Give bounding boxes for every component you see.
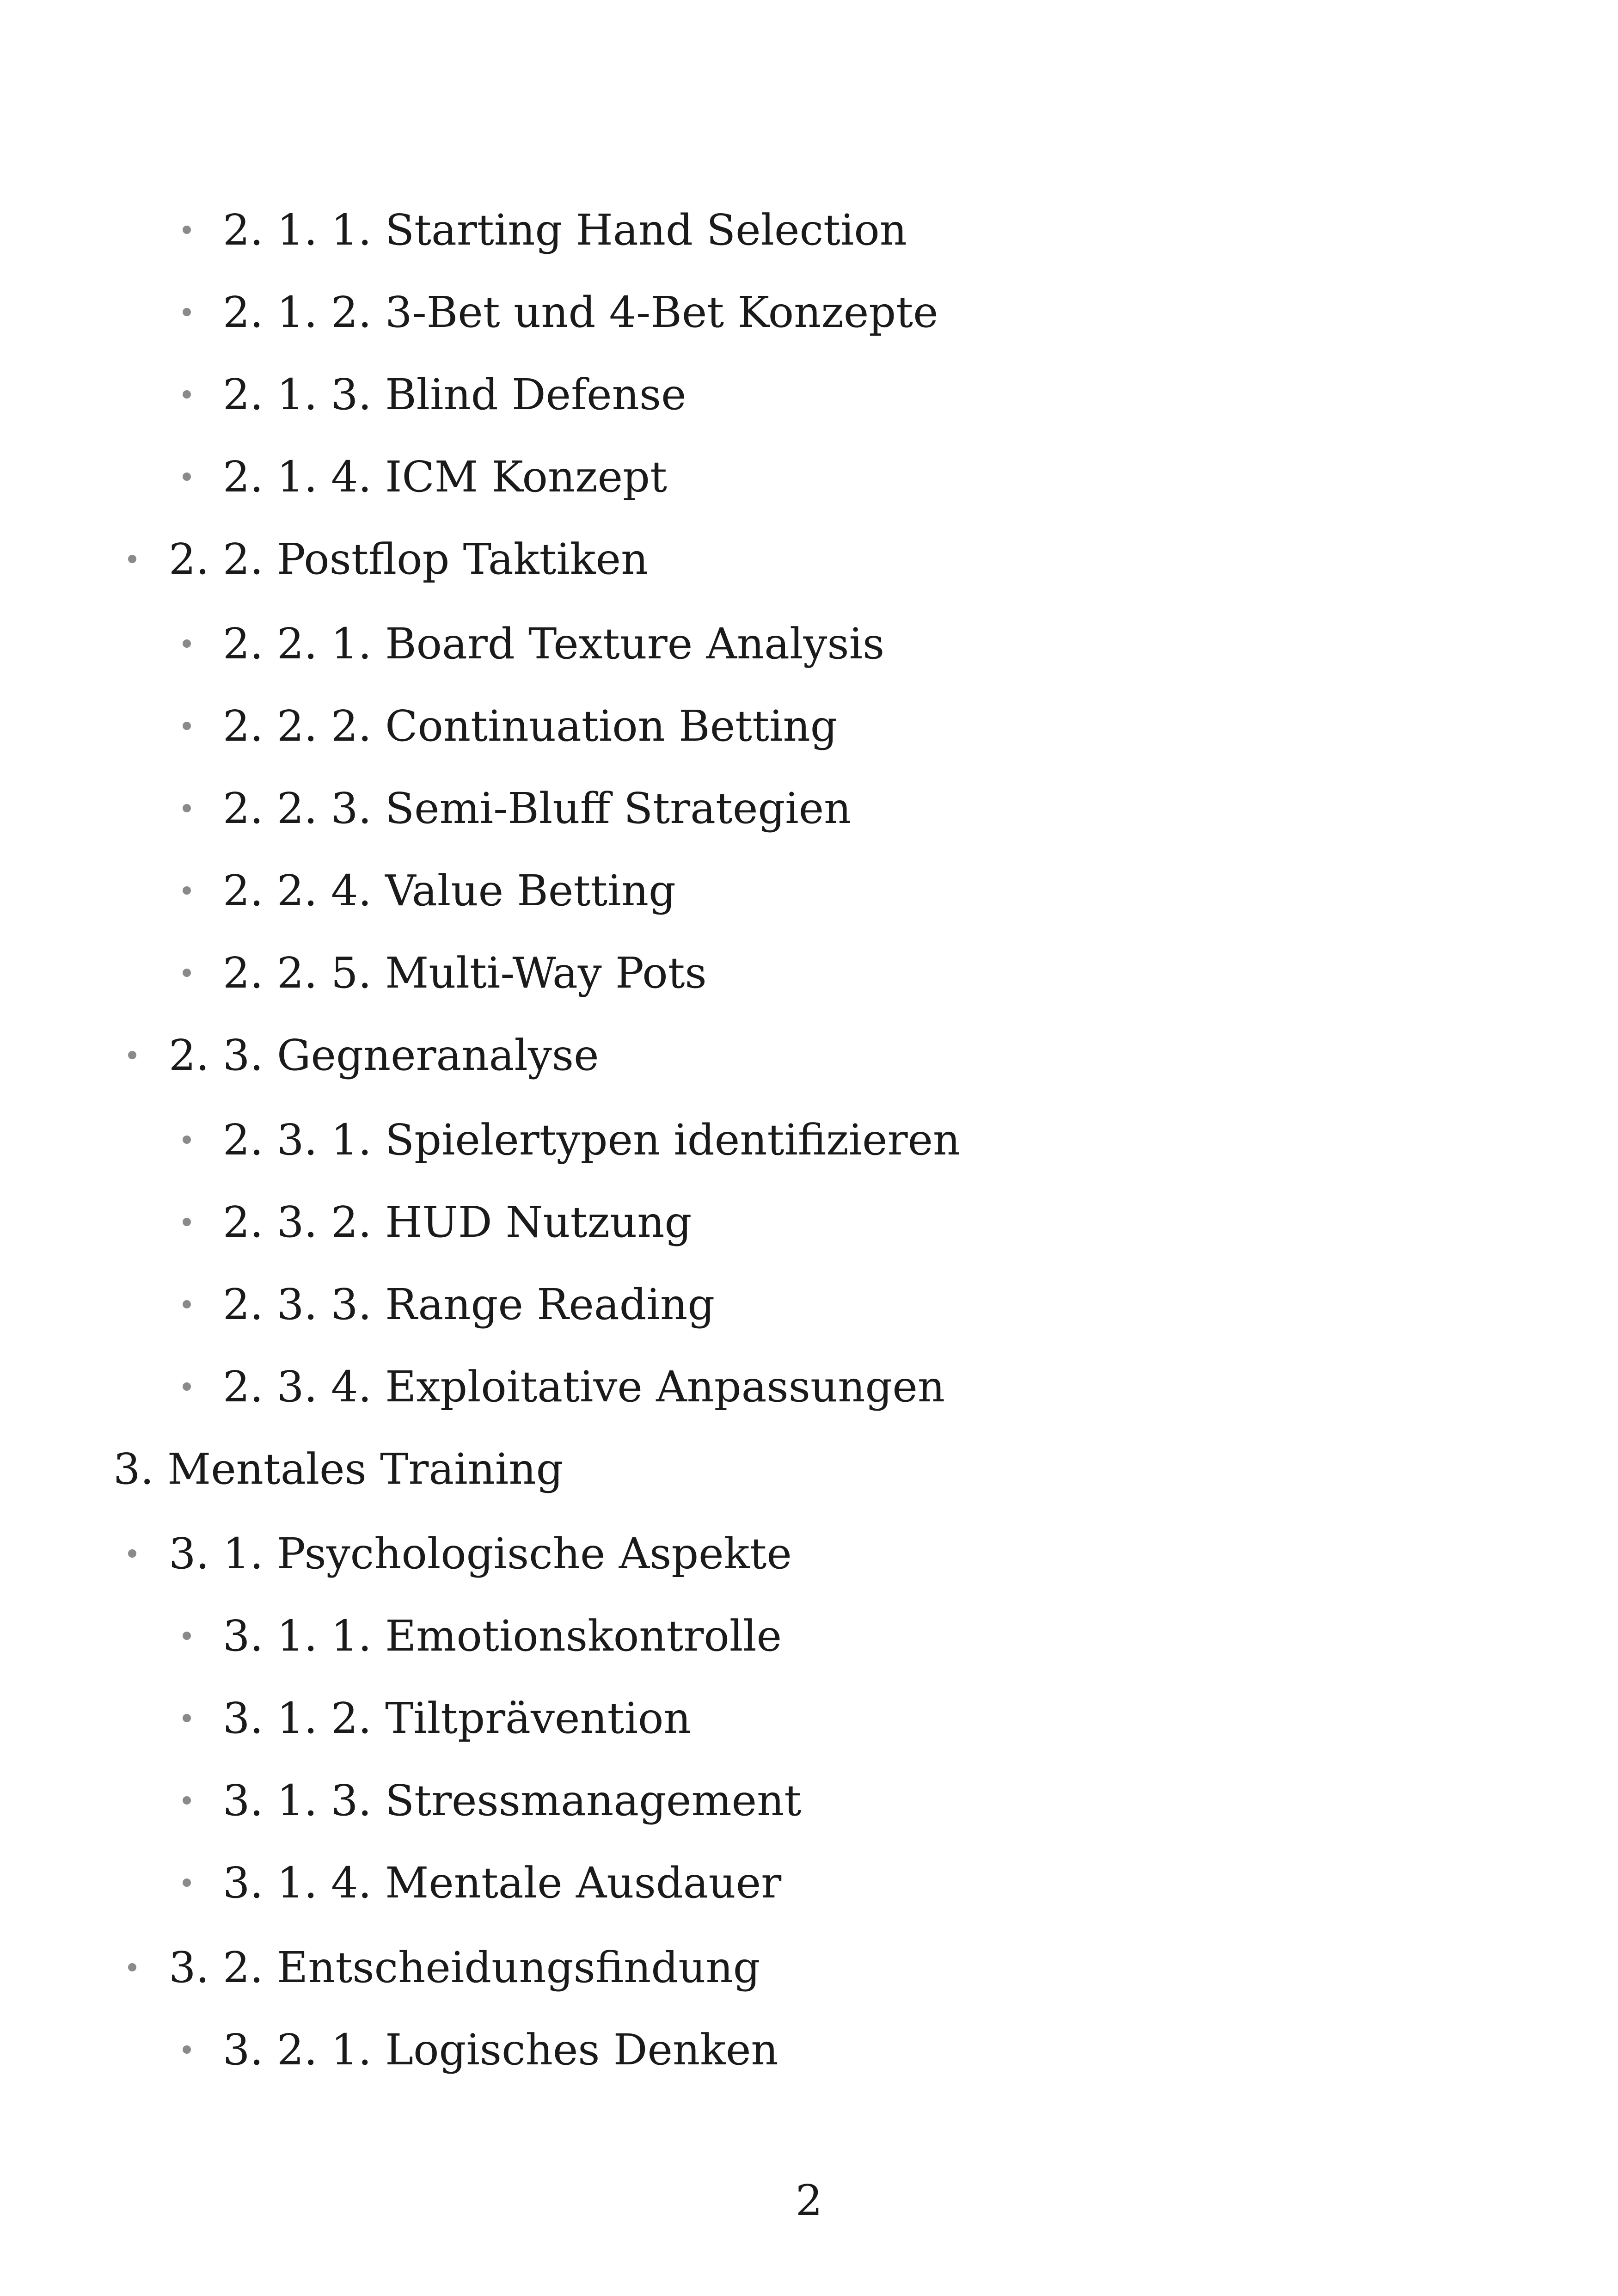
bullet-icon (183, 2045, 191, 2054)
bullet-icon (183, 886, 191, 895)
bullet-icon (183, 1382, 191, 1391)
bullet-icon (183, 226, 191, 234)
bullet-icon (128, 1963, 136, 1971)
toc-entry-text: 3. 1. 2. Tiltprävention (223, 1694, 691, 1743)
toc-entry-text: 2. 2. 3. Semi-Bluff Strategien (223, 784, 852, 833)
toc-entry-text: 2. 1. 1. Starting Hand Selection (223, 205, 907, 255)
bullet-icon (183, 1632, 191, 1640)
toc-entry-text: 2. 1. 4. ICM Konzept (223, 452, 667, 502)
toc-entry-text: 3. 1. Psychologische Aspekte (169, 1529, 792, 1578)
toc-entry-text: 2. 3. 2. HUD Nutzung (223, 1197, 692, 1247)
toc-entry-text: 3. 1. 3. Stressmanagement (223, 1776, 802, 1825)
toc-entry-text: 2. 1. 2. 3-Bet und 4-Bet Konzepte (223, 288, 938, 337)
page-number: 2 (795, 2176, 823, 2225)
toc-entry-text: 2. 2. 2. Continuation Betting (223, 701, 838, 751)
bullet-icon (128, 1549, 136, 1558)
toc-entry-text: 3. 2. 1. Logisches Denken (223, 2025, 778, 2075)
bullet-icon (128, 555, 136, 563)
toc-entry-text: 3. 2. Entscheidungsfindung (169, 1943, 760, 1992)
bullet-icon (183, 308, 191, 316)
bullet-icon (183, 639, 191, 648)
bullet-icon (183, 1796, 191, 1805)
toc-entry-text: 3. 1. 4. Mentale Ausdauer (223, 1858, 782, 1908)
toc-entry-text: 2. 3. 4. Exploitative Anpassungen (223, 1362, 945, 1412)
bullet-icon (183, 1136, 191, 1144)
toc-entry-text: 2. 3. Gegneranalyse (169, 1031, 599, 1080)
bullet-icon (183, 969, 191, 977)
toc-entry-text: 3. 1. 1. Emotionskontrolle (223, 1611, 782, 1661)
bullet-icon (183, 473, 191, 481)
bullet-icon (128, 1051, 136, 1059)
toc-entry-text: 2. 2. 1. Board Texture Analysis (223, 619, 885, 669)
bullet-icon (183, 804, 191, 812)
toc-entry-text: 2. 3. 1. Spielertypen identifizieren (223, 1115, 961, 1165)
bullet-icon (183, 1300, 191, 1308)
toc-entry-text: 2. 3. 3. Range Reading (223, 1280, 715, 1329)
bullet-icon (183, 1218, 191, 1226)
bullet-icon (183, 1714, 191, 1722)
toc-entry-text: 2. 2. 4. Value Betting (223, 866, 676, 915)
toc-entry-text: 2. 1. 3. Blind Defense (223, 370, 686, 419)
toc-entry-text: 3. Mentales Training (113, 1444, 564, 1494)
toc-entry-text: 2. 2. Postflop Taktiken (169, 534, 649, 584)
bullet-icon (183, 1879, 191, 1887)
bullet-icon (183, 390, 191, 399)
bullet-icon (183, 722, 191, 730)
toc-entry-text: 2. 2. 5. Multi-Way Pots (223, 948, 707, 998)
